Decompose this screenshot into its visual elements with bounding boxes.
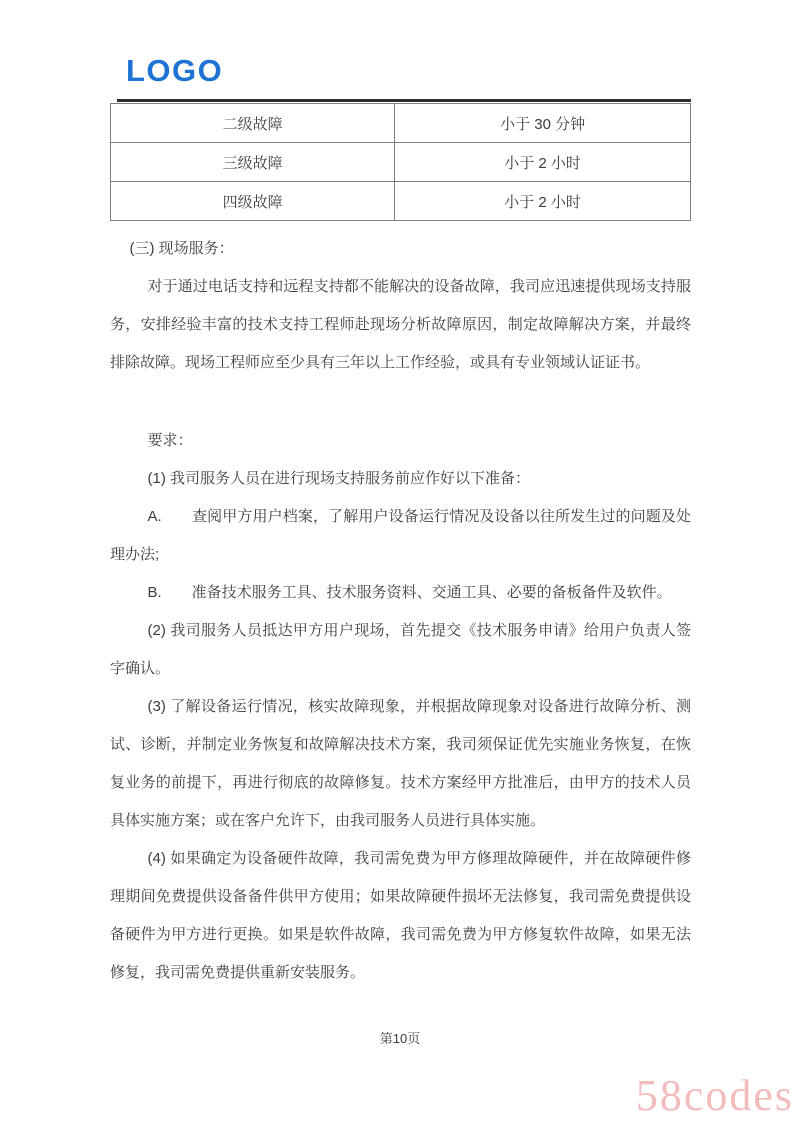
- page-number: 第10页: [379, 1031, 421, 1046]
- section-heading: (三) 现场服务：: [129, 240, 234, 257]
- company-logo: LOGO: [126, 53, 224, 88]
- requirement-item-a: A. 查阅甲方用户档案，了解用户设备运行情况及设备以往所发生过的问题及处理办法;: [110, 508, 691, 563]
- response-time-cell: 小于 2 小时: [395, 182, 691, 221]
- requirement-item-4: (4) 如果确定为设备硬件故障，我司需免费为甲方修理故障硬件，并在故障硬件修理期间免费提供设备备件供甲方使用；如果故障硬件损坏无法修复，我司需免费提供设备硬件为甲方进行更换。如果是软件故障，我司需免费为甲方修复软件故障，如果无法修复，我司需免费提供重新安装服务。: [110, 850, 691, 981]
- table-row: [111, 182, 691, 221]
- response-time-cell: 小于 2 小时: [395, 143, 691, 182]
- fault-level-cell: 二级故障: [111, 104, 395, 143]
- fault-response-table: [110, 103, 691, 221]
- paragraph-onsite-intro: 对于通过电话支持和远程支持都不能解决的设备故障，我司应迅速提供现场支持服务，安排经验丰富的技术支持工程师赴现场分析故障原因，制定故障解决方案，并最终排除故障。现场工程师应至少具有三年以上工作经验，或具有专业领域认证证书。: [110, 278, 691, 371]
- watermark: 58codes: [635, 1071, 794, 1120]
- header-rule: [117, 99, 691, 102]
- table-row: [111, 143, 691, 182]
- content-column: [110, 0, 691, 992]
- fault-level-cell: 四级故障: [111, 182, 395, 221]
- table-row: [111, 104, 691, 143]
- response-time-cell: 小于 30 分钟: [395, 104, 691, 143]
- requirements-label: 要求：: [147, 432, 193, 449]
- requirement-item-2: (2) 我司服务人员抵达甲方用户现场，首先提交《技术服务申请》给用户负责人签字确认。: [110, 622, 691, 677]
- fault-level-cell: 三级故障: [111, 143, 395, 182]
- requirement-item-1: (1) 我司服务人员在进行现场支持服务前应作好以下准备：: [147, 470, 531, 487]
- requirement-item-3: (3) 了解设备运行情况，核实故障现象，并根据故障现象对设备进行故障分析、测试、诊断，并制定业务恢复和故障解决技术方案，我司须保证优先实施业务恢复，在恢复业务的前提下，再进行彻底的故障修复。技术方案经甲方批准后，由甲方的技术人员具体实施方案；或在客户允许下，由我司服务人员进行具体实施。: [110, 698, 691, 829]
- requirement-item-b: B. 准备技术服务工具、技术服务资料、交通工具、必要的备板备件及软件。: [147, 584, 672, 601]
